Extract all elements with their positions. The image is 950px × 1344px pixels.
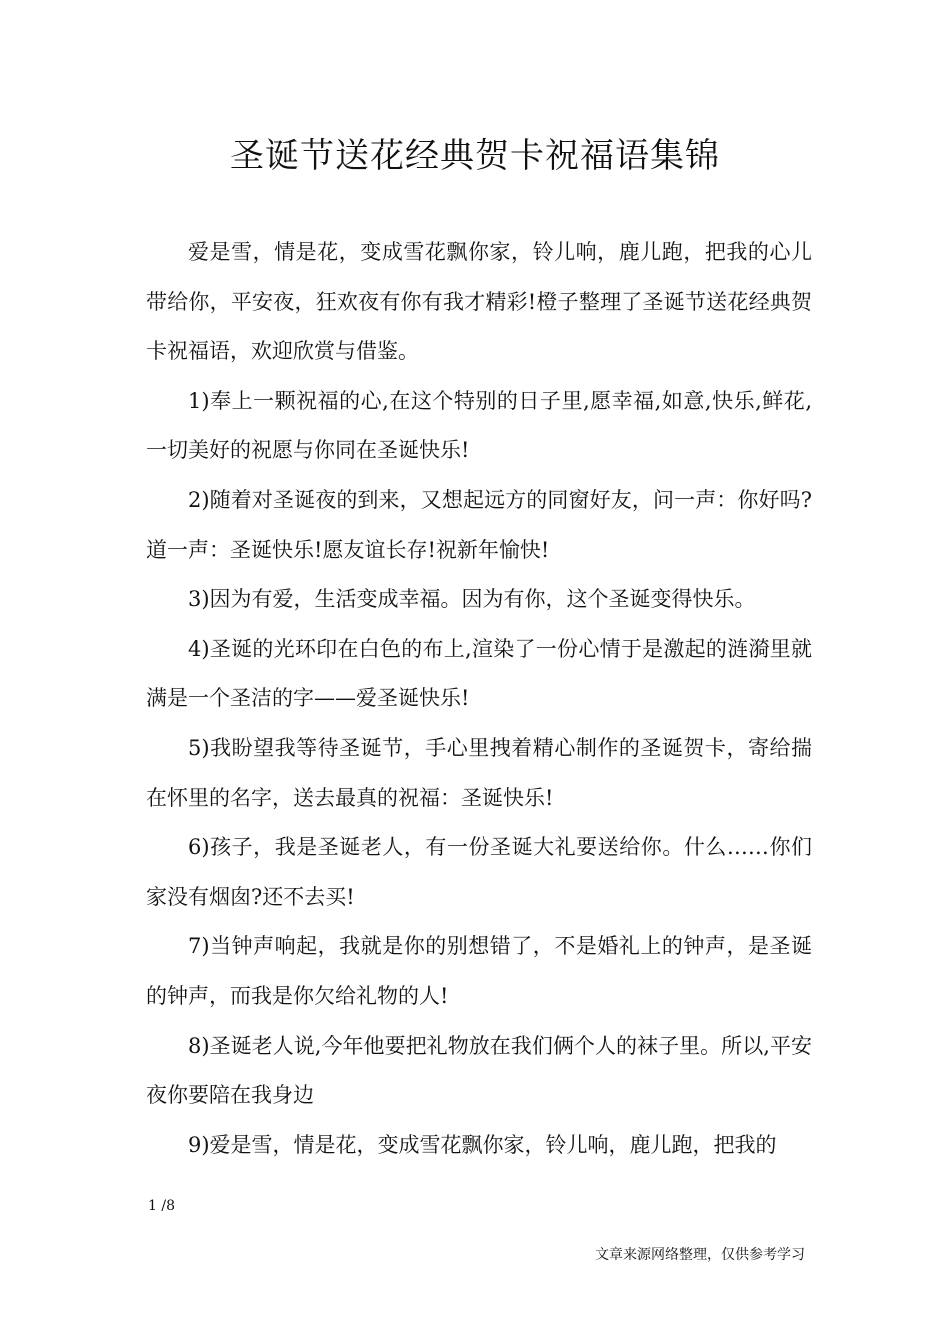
paragraph-item-7: 7)当钟声响起，我就是你的别想错了，不是婚礼上的钟声，是圣诞的钟声，而我是你欠给礼物的人! bbox=[146, 934, 812, 1008]
paragraph-item-2: 2)随着对圣诞夜的到来，又想起远方的同窗好友，问一声：你好吗?道一声：圣诞快乐!愿友谊长存!祝新年愉快! bbox=[146, 487, 812, 562]
footer-note: 文章来源网络整理，仅供参考学习 bbox=[595, 1247, 805, 1263]
paragraph-item-8: 8)圣诞老人说,今年他要把礼物放在我们俩个人的袜子里。所以,平安夜你要陪在我身边 bbox=[146, 1033, 812, 1108]
paragraph-item-9: 9)爱是雪，情是花，变成雪花飘你家，铃儿响，鹿儿跑，把我的 bbox=[188, 1132, 777, 1157]
paragraph-intro: 爱是雪，情是花，变成雪花飘你家，铃儿响，鹿儿跑，把我的心儿带给你，平安夜，狂欢夜有你有我才精彩!橙子整理了圣诞节送花经典贺卡祝福语，欢迎欣赏与借鉴。 bbox=[146, 240, 812, 364]
paragraph-item-3: 3)因为有爱，生活变成幸福。因为有你，这个圣诞变得快乐。 bbox=[188, 587, 756, 612]
document-title: 圣诞节送花经典贺卡祝福语集锦 bbox=[230, 136, 720, 176]
page-number: 1 /8 bbox=[148, 1198, 175, 1214]
document-body bbox=[146, 228, 812, 1170]
paragraph-item-6: 6)孩子，我是圣诞老人，有一份圣诞大礼要送给你。什么……你们家没有烟囱?还不去买! bbox=[146, 835, 812, 909]
paragraph-item-1: 1)奉上一颗祝福的心,在这个特别的日子里,愿幸福,如意,快乐,鲜花,一切美好的祝愿与你同在圣诞快乐! bbox=[146, 388, 812, 463]
paragraph-item-5: 5)我盼望我等待圣诞节，手心里拽着精心制作的圣诞贺卡，寄给揣在怀里的名字，送去最真的祝福：圣诞快乐! bbox=[146, 735, 812, 810]
paragraph-item-4: 4)圣诞的光环印在白色的布上,渲染了一份心情于是激起的涟漪里就满是一个圣洁的字——爱圣诞快乐! bbox=[146, 636, 812, 711]
